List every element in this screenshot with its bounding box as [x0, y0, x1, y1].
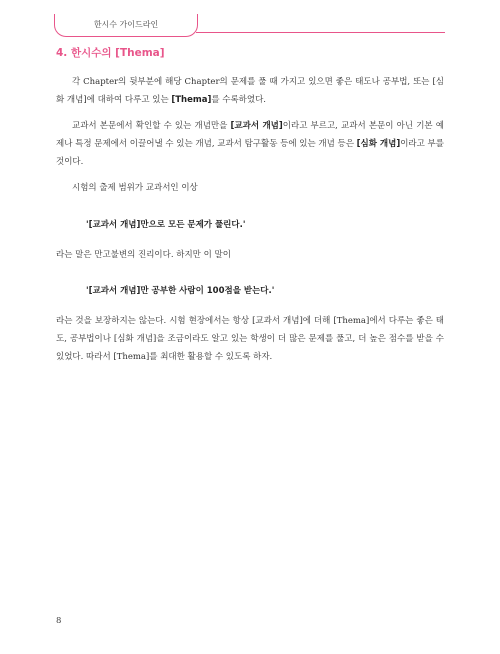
page-number: 8	[56, 616, 62, 626]
quote-all-problems-solvable: '[교과서 개념]만으로 모든 문제가 풀린다.'	[86, 220, 246, 230]
definition-text-1: 교과서 본문에서 확인할 수 있는 개념만을	[72, 121, 231, 131]
textbook-concept-term: [교과서 개념]	[230, 121, 283, 131]
running-header-title: 한시수 가이드라인	[93, 20, 159, 29]
quote-100-points: '[교과서 개념]만 공부한 사람이 100점을 받는다.'	[86, 286, 275, 296]
definition-text-2: 이라고 부르고, 교과서 본문이 아닌 기본 예제나 특정 문제에서 이끌어낼 수 있는 개념, 교과서 탐구활동 등에 있는 개념 등은	[56, 121, 444, 149]
section-title: 4. 한시수의 [Thema]	[56, 47, 165, 59]
header-rule	[196, 32, 445, 33]
paragraph-concept-definition	[56, 117, 444, 171]
paragraph-exam-scope: 시험의 출제 범위가 교과서인 이상	[72, 183, 198, 193]
paragraph-eternal-truth: 라는 말은 만고불변의 진리이다. 하지만 이 말이	[56, 250, 231, 260]
thema-intro-end: 를 수록하였다.	[211, 95, 267, 105]
advanced-concept-term: [심화 개념]	[356, 139, 401, 149]
definition-text-3: 이라고 부를 것이다.	[56, 139, 444, 167]
thema-term: [Thema]	[171, 95, 212, 105]
running-header	[54, 14, 198, 37]
paragraph-conclusion: 라는 것을 보장하지는 않는다. 시험 현장에서는 항상 [교과서 개념]에 더해 [Thema]에서 다루는 좋은 태도, 공부법이나 [심화 개념]을 조금이라도 알고 있는 학생이 더 많은 문제를 풀고, 더 높은 점수를 받을 수 있었다. 따라서 [Thema]를 최대한 활용할 수 있도록 하자.	[56, 316, 444, 362]
thema-intro-text: 각 Chapter의 뒷부분에 해당 Chapter의 문제를 풀 때 가지고 있으면 좋은 태도나 공부법, 또는 [심화 개념]에 대하여 다루고 있는	[56, 77, 444, 105]
paragraph-thema-intro	[56, 73, 444, 109]
